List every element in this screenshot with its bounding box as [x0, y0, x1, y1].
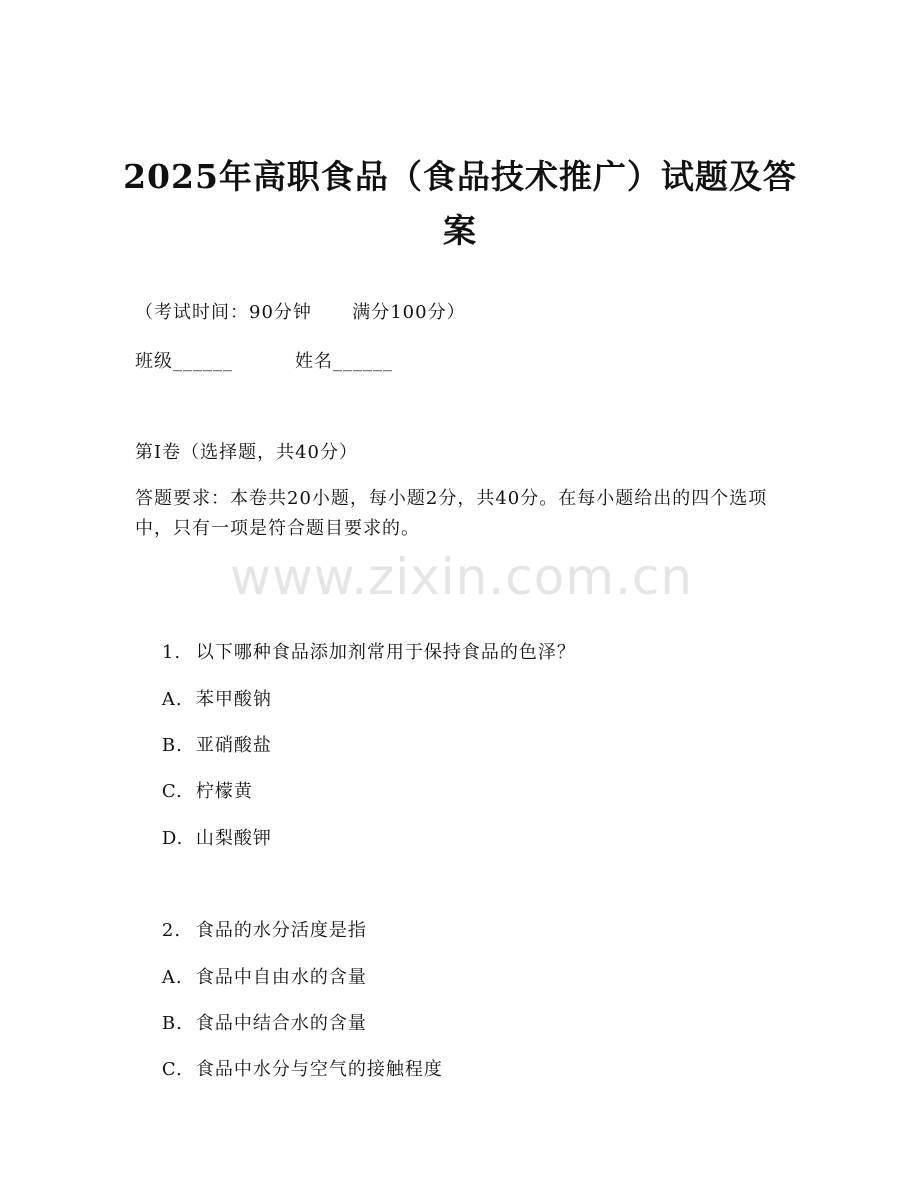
option-letter: C.	[161, 1059, 183, 1080]
option-text: 柠檬黄	[195, 781, 253, 802]
instructions: 答题要求：本卷共20小题，每小题2分，共40分。在每小题给出的四个选项中，只有一项是符合题目要求的。	[135, 488, 768, 539]
option-text: 食品中结合水的含量	[195, 1013, 367, 1034]
question-number: 2.	[161, 920, 182, 941]
class-field-label: 班级______	[135, 351, 233, 372]
exam-info: （考试时间：90分钟 满分100分）	[135, 302, 466, 323]
option-text: 山梨酸钾	[195, 828, 272, 849]
option-letter: A.	[161, 689, 183, 710]
question-2-option-c	[135, 1025, 443, 1115]
name-field-label: 姓名______	[295, 351, 393, 372]
question-number: 1.	[161, 642, 182, 663]
option-text: 食品中自由水的含量	[195, 967, 367, 988]
page-title: 2025年高职食品（食品技术推广）试题及答案	[123, 157, 797, 250]
option-letter: D.	[161, 828, 184, 849]
option-text: 亚硝酸盐	[195, 735, 272, 756]
option-letter: B.	[161, 735, 183, 756]
option-letter: C.	[161, 781, 183, 802]
question-1-option-d	[135, 794, 272, 884]
option-letter: B.	[161, 1013, 183, 1034]
section-title: 第I卷（选择题，共40分）	[135, 442, 359, 463]
watermark: www.zixin.com.cn	[230, 548, 694, 606]
option-text: 食品中水分与空气的接触程度	[195, 1059, 443, 1080]
question-text: 以下哪种食品添加剂常用于保持食品的色泽？	[195, 642, 576, 663]
option-letter: A.	[161, 967, 183, 988]
option-text: 苯甲酸钠	[195, 689, 272, 710]
question-text: 食品的水分活度是指	[195, 920, 367, 941]
